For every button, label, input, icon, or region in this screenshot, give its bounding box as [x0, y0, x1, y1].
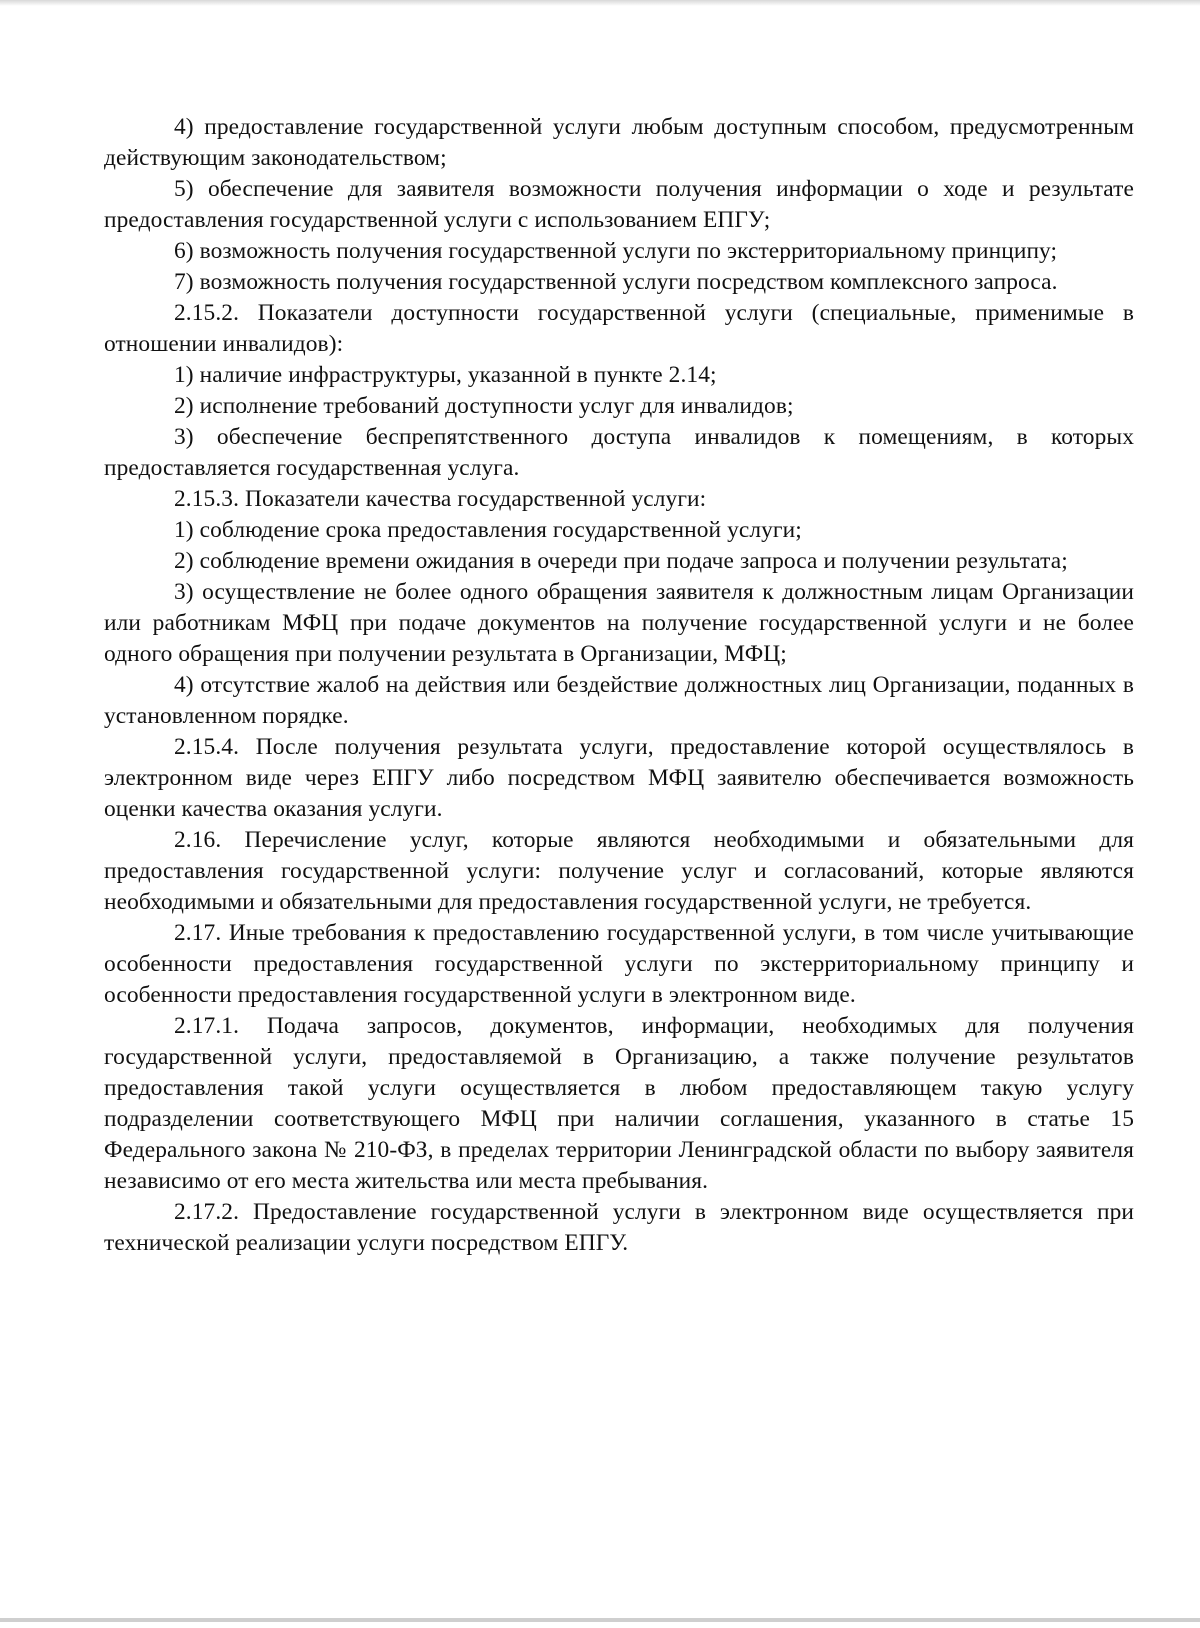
paragraph-quality-2: 2) соблюдение времени ожидания в очереди при подаче запроса и получении результата;: [174, 548, 1068, 574]
paragraph-2-15-4: 2.15.4. После получения результата услуги, предоставление которой осуществлялось в электронном виде через ЕПГУ либо посредством МФЦ заявителю обеспечивается возможность оценки качества оказания услуги.: [104, 734, 1134, 822]
paragraph-2-17: 2.17. Иные требования к предоставлению государственной услуги, в том числе учитывающие особенности предоставления государственной услуги по экстерриториальному принципу и особенности предоставления государственной услуги в электронном виде.: [104, 920, 1134, 1008]
scan-edge-bottom: [0, 1618, 1200, 1622]
paragraph-quality-4: 4) отсутствие жалоб на действия или бездействие должностных лиц Организации, поданных в установленном порядке.: [104, 672, 1134, 729]
paragraph-2-15-3: 2.15.3. Показатели качества государственной услуги:: [174, 486, 707, 512]
paragraph-quality-1: 1) соблюдение срока предоставления государственной услуги;: [174, 517, 802, 543]
paragraph-2-16: 2.16. Перечисление услуг, которые являются необходимыми и обязательными для предоставления государственной услуги: получение услуг и согласований, которые являются необходимыми и обязательными для предоставления государственной услуги, не требуется.: [104, 827, 1134, 915]
paragraph-item-6: 6) возможность получения государственной услуги по экстерриториальному принципу;: [174, 238, 1058, 264]
paragraph-item-4: 4) предоставление государственной услуги любым доступным способом, предусмотренным действующим законодательством;: [104, 114, 1134, 171]
paragraph-accessibility-2: 2) исполнение требований доступности услуг для инвалидов;: [174, 393, 794, 419]
scan-edge-top: [0, 0, 1200, 6]
paragraph-item-7: 7) возможность получения государственной услуги посредством комплексного запроса.: [174, 269, 1058, 295]
paragraph-item-5: 5) обеспечение для заявителя возможности получения информации о ходе и результате предоставления государственной услуги с использованием ЕПГУ;: [104, 176, 1134, 233]
paragraph-quality-3: 3) осуществление не более одного обращения заявителя к должностным лицам Организации или работникам МФЦ при подаче документов на получение государственной услуги и не более одного обращения при получении результата в Организации, МФЦ;: [104, 579, 1134, 667]
document-body: [104, 112, 1134, 1259]
paragraph-accessibility-1: 1) наличие инфраструктуры, указанной в пункте 2.14;: [174, 362, 717, 388]
paragraph-2-15-2: 2.15.2. Показатели доступности государственной услуги (специальные, применимые в отношении инвалидов):: [104, 300, 1134, 357]
paragraph-accessibility-3: 3) обеспечение беспрепятственного доступа инвалидов к помещениям, в которых предоставляется государственная услуга.: [104, 424, 1134, 481]
paragraph-2-17-1: 2.17.1. Подача запросов, документов, информации, необходимых для получения государственной услуги, предоставляемой в Организацию, а также получение результатов предоставления такой услуги осуществляется в любом предоставляющем такую услугу подразделении соответствующего МФЦ при наличии соглашения, указанного в статье 15 Федерального закона № 210-ФЗ, в пределах территории Ленинградской области по выбору заявителя независимо от его места жительства или места пребывания.: [104, 1013, 1134, 1194]
paragraph-2-17-2: 2.17.2. Предоставление государственной услуги в электронном виде осуществляется при технической реализации услуги посредством ЕПГУ.: [104, 1199, 1134, 1256]
